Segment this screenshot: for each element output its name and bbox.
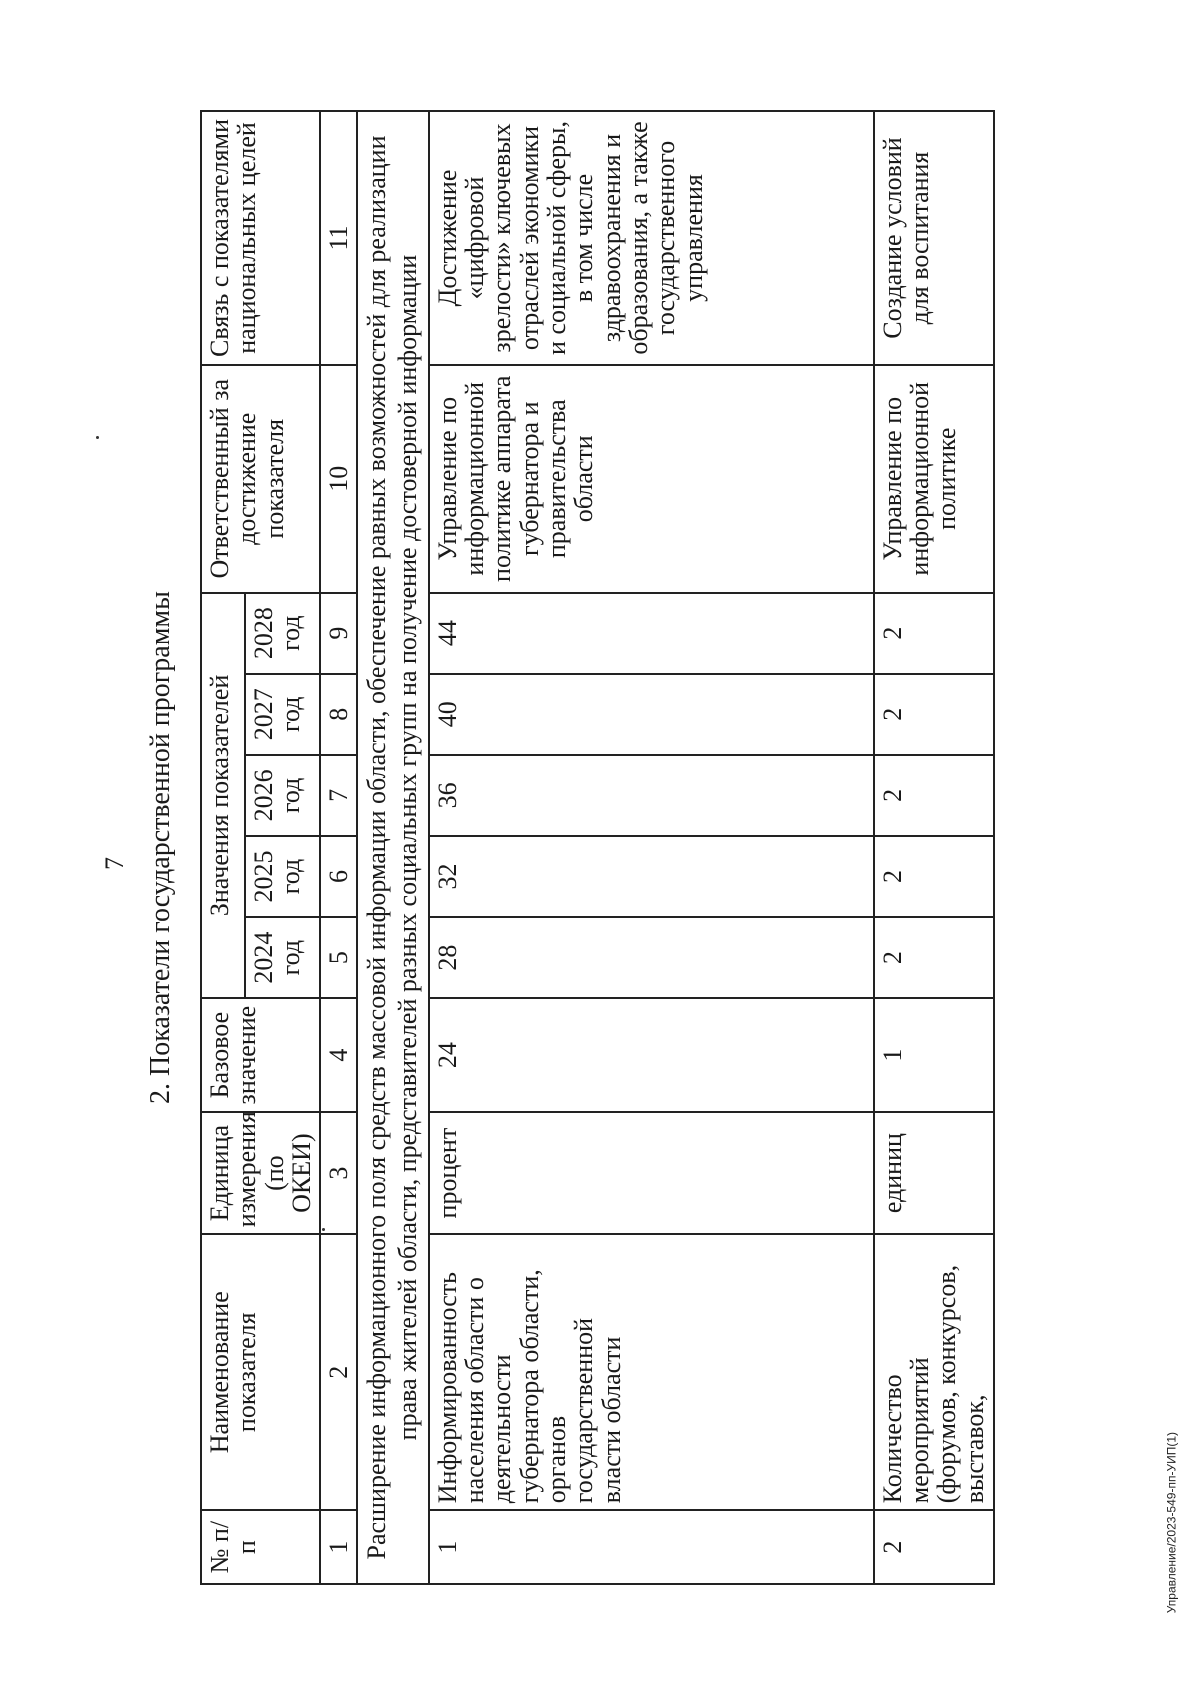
- row-name: Информированность населения области о деятельности губернатора области, органов государственной власти области: [429, 1234, 874, 1510]
- column-number: 1: [320, 1510, 357, 1584]
- row-value: 44: [429, 593, 874, 674]
- column-number: 9: [320, 593, 357, 674]
- header-row-1: [201, 111, 245, 1584]
- column-number: 6: [320, 836, 357, 917]
- indicators-table: [200, 110, 995, 1585]
- row-link: Достижение «цифровой зрелости» ключевых отраслей экономики и социальной сферы, в том числе здравоохранения и образования, а также государственного управления: [429, 111, 874, 365]
- header-year: 2027 год: [245, 674, 321, 755]
- column-number: 7: [320, 755, 357, 836]
- row-num: 1: [429, 1510, 874, 1584]
- header-values-group: Значения показателей: [201, 593, 245, 999]
- header-year: 2026 год: [245, 755, 321, 836]
- header-year: 2025 год: [245, 836, 321, 917]
- table-title: 2. Показатели государственной программы: [145, 591, 176, 1104]
- header-base: Базовое значение: [201, 998, 320, 1112]
- row-unit: процент: [429, 1112, 874, 1234]
- row-value: 36: [429, 755, 874, 836]
- scan-speck: [96, 436, 99, 439]
- rotated-page: [100, 110, 1100, 1585]
- row-value: 2: [874, 593, 994, 674]
- row-unit: единиц: [874, 1112, 994, 1234]
- document-code: Управление/2023-549-пп-УИП(1): [1164, 1432, 1178, 1614]
- row-value: 28: [429, 917, 874, 998]
- header-year: 2028 год: [245, 593, 321, 674]
- column-number: 11: [320, 111, 357, 365]
- row-value: 2: [874, 674, 994, 755]
- column-number: 10: [320, 365, 357, 593]
- row-responsible: Управление по информационной политике: [874, 365, 994, 593]
- header-year: 2024 год: [245, 917, 321, 998]
- column-number: 4: [320, 998, 357, 1112]
- row-value: 2: [874, 917, 994, 998]
- column-number-row: [320, 111, 357, 1584]
- column-number: 5: [320, 917, 357, 998]
- row-value: 2: [874, 836, 994, 917]
- page-number: 7: [100, 857, 129, 870]
- row-value: 40: [429, 674, 874, 755]
- header-unit: Единица измерения (по ОКЕИ): [201, 1112, 320, 1234]
- row-base: 24: [429, 998, 874, 1112]
- row-num: 2: [874, 1510, 994, 1584]
- row-base: 1: [874, 998, 994, 1112]
- row-responsible: Управление по информационной политике аппарата губернатора и правительства области: [429, 365, 874, 593]
- row-name: Количество мероприятий (форумов, конкурсов, выставок,: [874, 1234, 994, 1510]
- column-number: 8: [320, 674, 357, 755]
- table-row: [429, 111, 874, 1584]
- header-name: Наименование показателя: [201, 1234, 320, 1510]
- section-heading: Расширение информационного поля средств массовой информации области, обеспечение равных возможностей для реализации права жителей области, представителей разных социальных групп на получение достоверной информации: [357, 111, 428, 1584]
- row-value: 2: [874, 755, 994, 836]
- header-link: Связь с показателями национальных целей: [201, 111, 320, 365]
- row-value: 32: [429, 836, 874, 917]
- section-row: [357, 111, 428, 1584]
- table-row: [874, 111, 994, 1584]
- header-responsible: Ответственный за достижение показателя: [201, 365, 320, 593]
- column-number: 3: [320, 1112, 357, 1234]
- scan-speck: [322, 1228, 325, 1231]
- row-link: Создание условий для воспитания: [874, 111, 994, 365]
- column-number: 2: [320, 1234, 357, 1510]
- header-num: № п/п: [201, 1510, 320, 1584]
